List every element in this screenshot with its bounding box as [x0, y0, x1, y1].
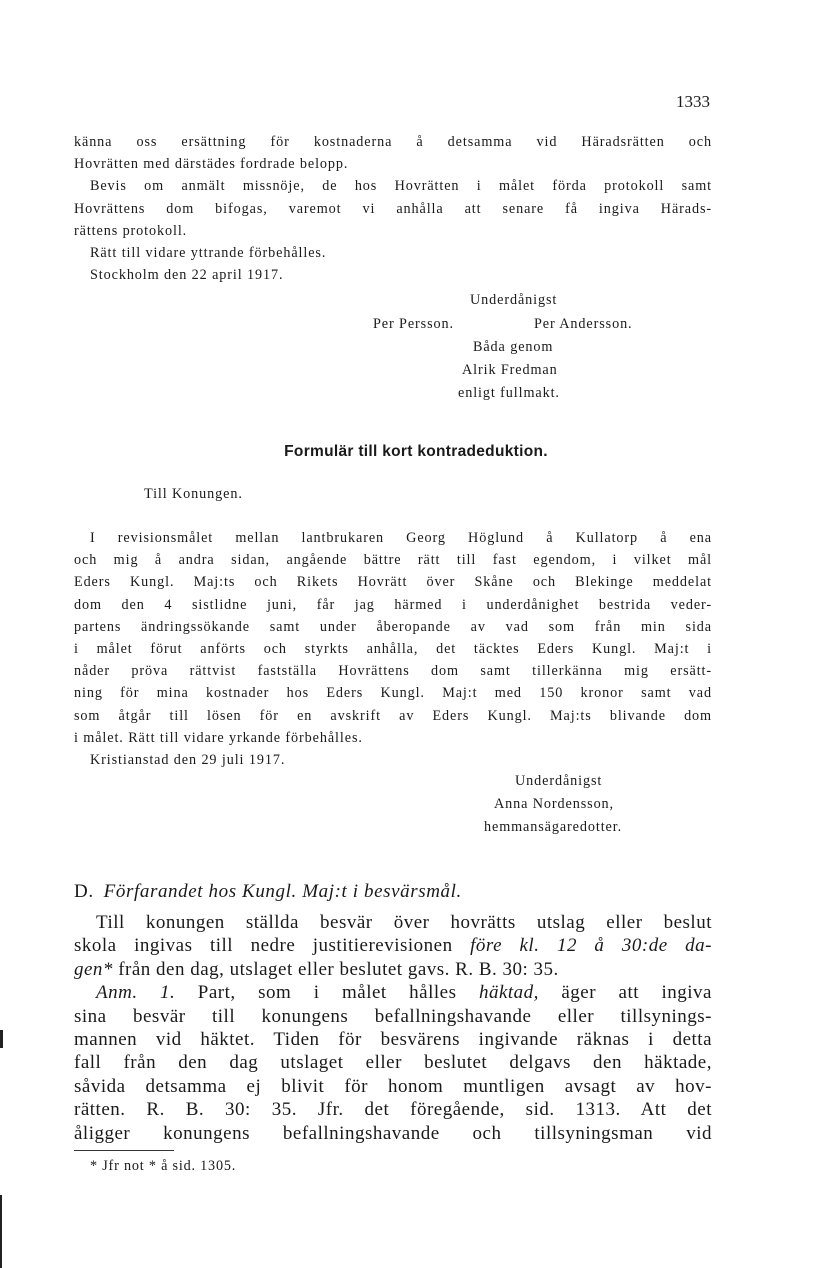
scan-edge-mark [0, 1195, 2, 1268]
section-d-body [74, 911, 712, 1145]
text-segment: äger att ingiva [538, 982, 712, 1004]
text-line: Hovrätten med därstädes fordrade belopp. [74, 156, 349, 173]
signature-greeting: Underdånigst [470, 292, 558, 308]
text-segment: Part, som i målet hålles [175, 982, 479, 1004]
text-line: nåder pröva rättvist fastställa Hovrättens dom samt tillerkänna mig ersätt- [74, 663, 712, 680]
text-line [74, 958, 712, 981]
form-heading: Formulär till kort kontradeduktion. [284, 443, 548, 460]
section-letter: D. [74, 881, 94, 902]
footnote: * Jfr not * å sid. 1305. [90, 1158, 237, 1174]
anm-label: Anm. 1. [96, 982, 176, 1004]
signature-line-4: Alrik Fredman [462, 362, 558, 378]
text-line: såvida detsamma ej blivit för honom muntligen avsagt av hov- [74, 1075, 712, 1097]
form-salutation: Till Konungen. [144, 486, 243, 502]
text-line: rättens protokoll. [74, 222, 188, 239]
text-line: som åtgår till lösen för en avskrift av Eders Kungl. Maj:ts blivande dom [74, 707, 712, 724]
text-line: I revisionsmålet mellan lantbrukaren Georg Höglund å Kullatorp å ena [90, 530, 712, 546]
text-line: mannen vid häktet. Tiden för besvärens ingivande räknas i detta [74, 1029, 712, 1051]
text-line: och mig å andra sidan, angående bättre rätt till fast egendom, i vilket mål [74, 552, 712, 569]
letter-paragraph-1 [74, 131, 712, 286]
footnote-divider [74, 1150, 174, 1151]
text-line: Eders Kungl. Maj:ts och Rikets Hovrätt över Skåne och Blekinge meddelat [74, 574, 712, 591]
text-segment-italic: gen* [74, 958, 113, 980]
text-segment-italic: före kl. 12 å 30:de da- [470, 935, 712, 957]
text-line: sina besvär till konungens befallningshavande eller tillsynings- [74, 1005, 712, 1027]
text-line: ning för mina kostnader hos Eders Kungl. Maj:t med 150 kronor samt vad [74, 685, 712, 702]
text-line [74, 934, 712, 957]
signature-name: Anna Nordensson, [494, 796, 615, 812]
section-title [74, 881, 462, 903]
text-line: i målet. Rätt till vidare yrkande förbehålles. [74, 729, 363, 746]
place-date: Kristianstad den 29 juli 1917. [90, 752, 286, 769]
text-line: känna oss ersättning för kostnaderna å detsamma vid Häradsrätten och [74, 134, 712, 150]
text-segment: skola ingivas till nedre justitierevisionen [74, 935, 471, 957]
signature-line-3: Båda genom [473, 339, 554, 355]
text-line: dom den 4 sistlidne juni, får jag härmed i underdånighet bestrida veder- [74, 596, 712, 613]
text-line: rätten. R. B. 30: 35. Jfr. det föregående, sid. 1313. Att det [74, 1099, 712, 1121]
signature-name-1: Per Persson. [373, 316, 454, 332]
scan-edge-mark [0, 1030, 3, 1048]
text-line: Till konungen ställda besvär över hovrätts utslag eller beslut [96, 912, 712, 933]
signature-title: hemmansägaredotter. [484, 819, 623, 835]
page-number: 1333 [676, 92, 710, 111]
text-line: i målet förut anförts och styrkts anhålla, det täcktes Eders Kungl. Maj:t i [74, 641, 712, 658]
text-line [74, 981, 712, 1004]
form-body [74, 527, 712, 771]
text-line: partens ändringssökande samt under åberopande av vad som från min sida [74, 618, 712, 635]
place-date: Stockholm den 22 april 1917. [90, 267, 284, 284]
section-heading: Förfarandet hos Kungl. Maj:t i besvärsmål. [103, 881, 462, 902]
text-segment-italic: häktad, [478, 982, 539, 1004]
text-segment: från den dag, utslaget eller beslutet gavs. R. B. 30: 35. [112, 958, 559, 980]
text-line: Hovrättens dom bifogas, varemot vi anhålla att senare få ingiva Härads- [74, 200, 712, 217]
text-line: Bevis om anmält missnöje, de hos Hovrätten i målet förda protokoll samt [90, 178, 712, 195]
signature-line-5: enligt fullmakt. [458, 385, 560, 401]
text-line: fall från den dag utslaget eller beslutet delgavs den häktade, [74, 1052, 712, 1074]
text-line: åligger konungens befallningshavande och tillsyningsman vid [74, 1122, 712, 1144]
text-line: Rätt till vidare yttrande förbehålles. [90, 245, 327, 262]
signature-greeting: Underdånigst [515, 773, 603, 789]
signature-name-2: Per Andersson. [534, 316, 633, 332]
